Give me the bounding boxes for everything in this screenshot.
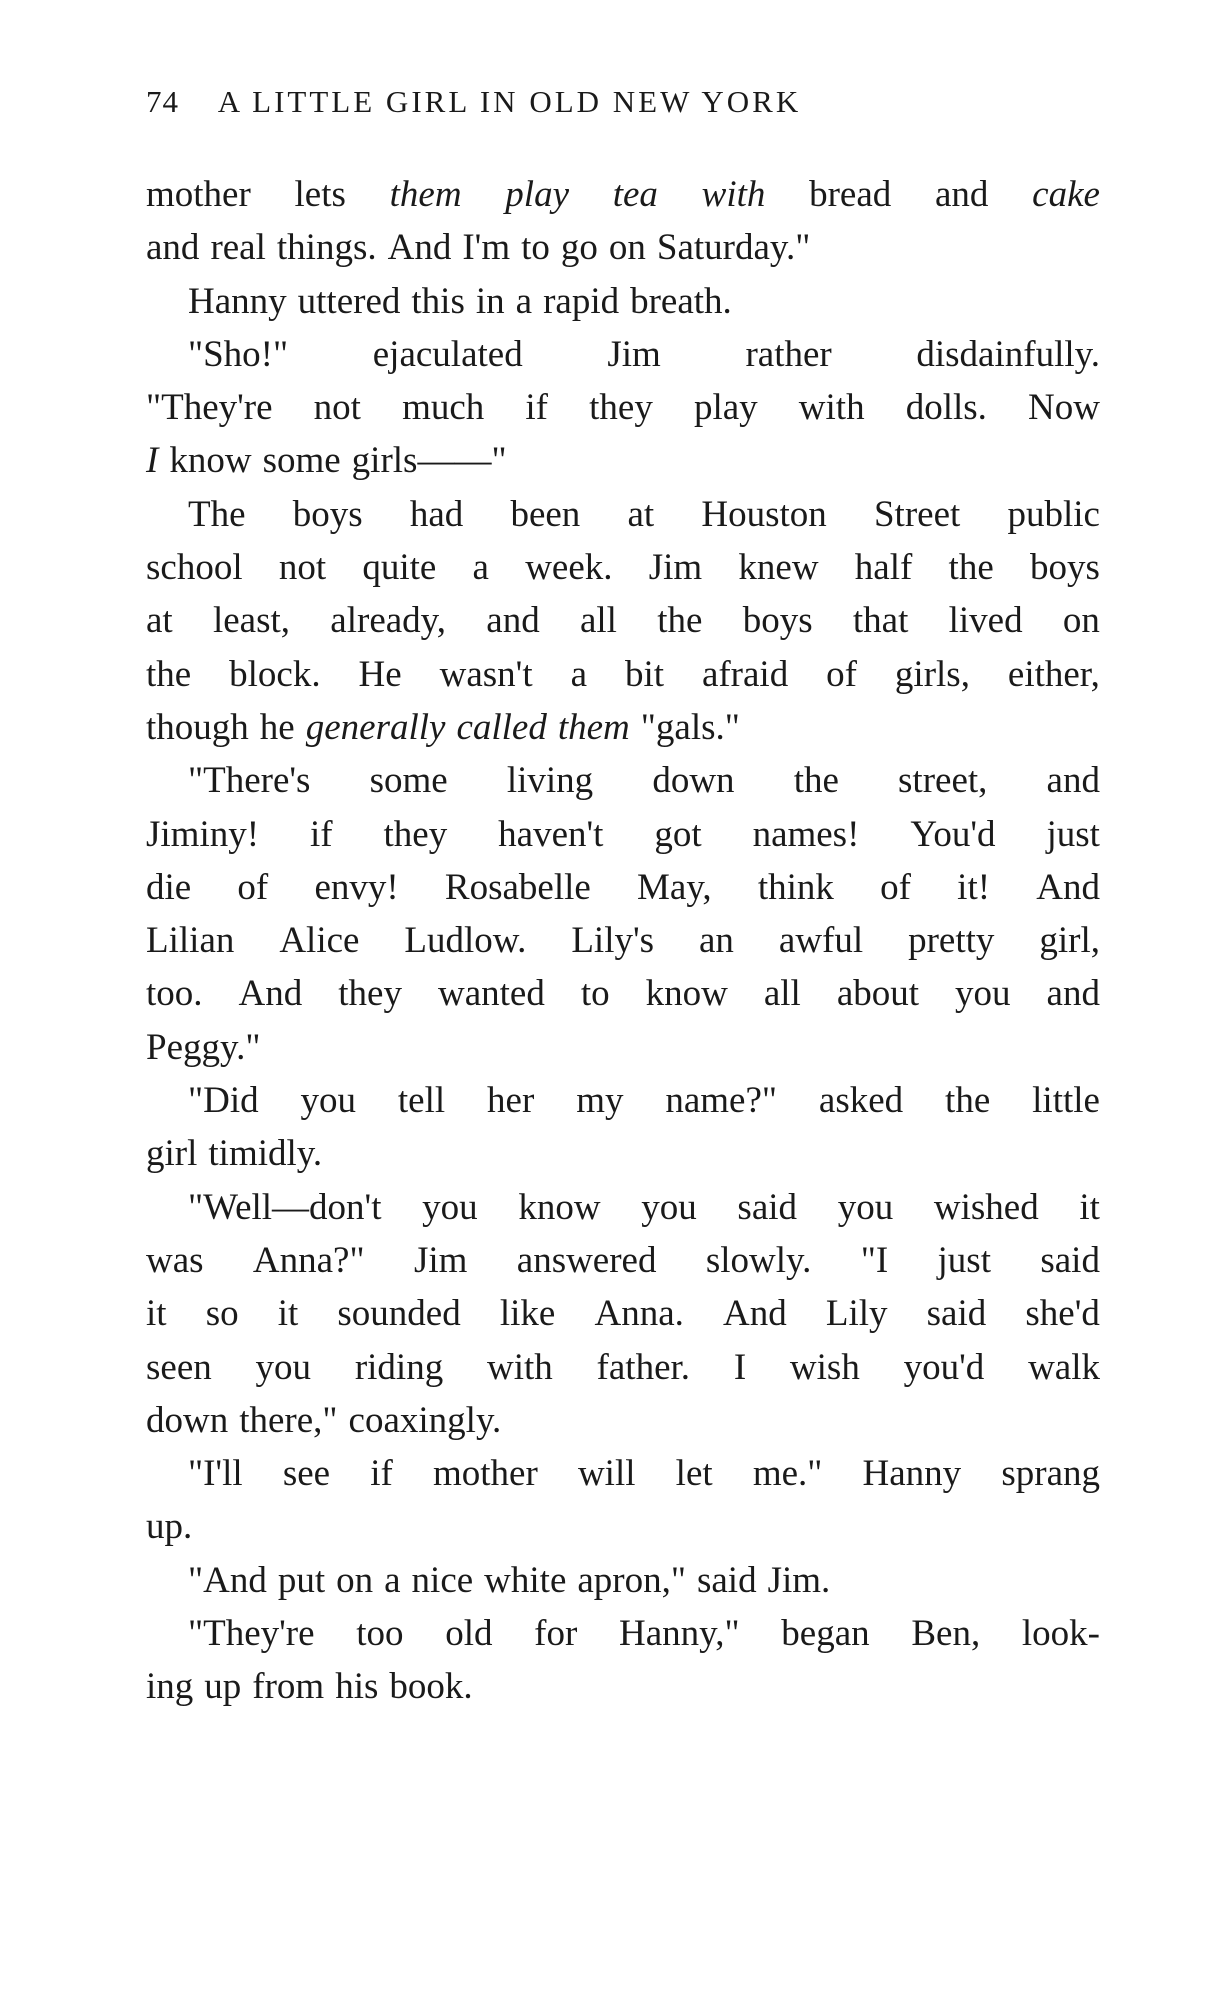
word: awful (778, 920, 864, 962)
word: you (422, 1186, 478, 1228)
running-title: A LITTLE GIRL IN OLD NEW YORK (217, 84, 802, 119)
word: school (146, 547, 243, 589)
word: on (336, 1559, 374, 1601)
word: if (370, 1453, 393, 1495)
word: called (456, 706, 547, 748)
word: she'd (1025, 1293, 1100, 1335)
word: it! (957, 866, 991, 908)
word: breath. (630, 280, 732, 322)
word: boys (742, 600, 813, 642)
running-head (146, 84, 1016, 132)
text-line (146, 1127, 1100, 1180)
word: a (384, 1559, 401, 1601)
word: with (798, 387, 865, 429)
word: Hanny," (619, 1613, 740, 1655)
word: much (402, 387, 485, 429)
word: And (387, 227, 452, 269)
word: in (475, 280, 505, 322)
word: generally (305, 706, 446, 748)
word: either, (1007, 653, 1100, 695)
word: mother (146, 174, 251, 215)
word: book. (389, 1666, 473, 1708)
word: and (1046, 760, 1100, 802)
word: Hanny (862, 1453, 962, 1495)
word: nice (411, 1559, 474, 1601)
word: Jim (413, 1239, 468, 1281)
word: afraid (701, 653, 789, 695)
word: asked (818, 1080, 904, 1122)
word: Jim (648, 547, 703, 589)
word: Lilian (146, 920, 235, 962)
word: all (763, 973, 801, 1015)
word: things. (276, 227, 377, 269)
word: ejaculated (372, 333, 523, 375)
text-line (146, 1447, 1100, 1500)
word: the (948, 547, 994, 589)
word: of (826, 653, 857, 695)
word: them (389, 174, 462, 215)
word: down (652, 760, 735, 802)
word: girl, (1039, 920, 1100, 962)
word: answered (516, 1239, 657, 1281)
text-line (146, 967, 1100, 1020)
word: "I (860, 1239, 889, 1281)
word: at (627, 493, 655, 535)
word: sounded (337, 1293, 461, 1335)
word: tea (612, 174, 658, 215)
word: and (486, 600, 540, 642)
word: white (484, 1559, 567, 1601)
word: some (369, 760, 448, 802)
word: too (356, 1613, 404, 1655)
word: they (589, 387, 653, 429)
word: "I'll (188, 1453, 243, 1495)
word: Jim. (767, 1559, 831, 1601)
word: envy! (314, 866, 399, 908)
word: look- (1021, 1613, 1100, 1655)
word: put (277, 1559, 326, 1601)
text-line (146, 1500, 1100, 1553)
word: know (518, 1186, 601, 1228)
word: half (854, 547, 913, 589)
word: Ben, (911, 1613, 981, 1655)
word: mother (432, 1453, 538, 1495)
text-line (146, 328, 1100, 381)
word: riding (354, 1346, 444, 1388)
word: know (645, 973, 728, 1015)
word: to (521, 227, 550, 269)
word: seen (146, 1346, 212, 1388)
word: And (1036, 866, 1100, 908)
word: least, (212, 600, 291, 642)
word: rapid (543, 280, 620, 322)
word: if (525, 387, 549, 429)
word: it (277, 1293, 299, 1335)
word: already, (330, 600, 447, 642)
word: see (282, 1453, 331, 1495)
word: slowly. (705, 1239, 812, 1281)
word: the (945, 1080, 991, 1122)
word: Jim (607, 333, 661, 375)
word: timidly. (208, 1133, 323, 1175)
word: up (204, 1666, 242, 1708)
word: Lily (825, 1293, 888, 1335)
word: real (210, 227, 266, 269)
word: said (1040, 1239, 1100, 1281)
word: her (487, 1080, 535, 1122)
word: I (146, 440, 159, 482)
text-line (146, 1074, 1100, 1127)
text-line (146, 808, 1100, 861)
word: "Did (188, 1080, 259, 1122)
word: he (259, 706, 295, 748)
word: you (641, 1186, 697, 1228)
word: play (693, 387, 758, 429)
word: too. (146, 973, 203, 1015)
word: Hanny (188, 280, 287, 322)
word: boys (1029, 547, 1100, 589)
word: my (576, 1080, 624, 1122)
word: if (309, 813, 333, 855)
word: though (146, 706, 249, 748)
text-line (146, 275, 1100, 328)
word: father. (596, 1346, 691, 1388)
word: to (580, 973, 610, 1015)
word: wasn't (439, 653, 533, 695)
word: all (579, 600, 617, 642)
word: a (515, 280, 533, 322)
word: of (880, 866, 911, 908)
word: a (472, 547, 489, 589)
word: about (836, 973, 920, 1015)
word: not (313, 387, 361, 429)
word: block. (229, 653, 321, 695)
word: began (781, 1613, 870, 1655)
word: up. (146, 1506, 193, 1548)
word: uttered (297, 280, 401, 322)
text-line (146, 381, 1100, 434)
word: "They're (188, 1613, 315, 1655)
word: play (505, 174, 569, 215)
word: been (510, 493, 581, 535)
word: little (1032, 1080, 1100, 1122)
word: bit (624, 653, 664, 695)
word: tell (397, 1080, 446, 1122)
word: you'd (903, 1346, 985, 1388)
word: disdainfully. (916, 333, 1100, 375)
word: you (255, 1346, 312, 1388)
word: coaxingly. (348, 1399, 502, 1441)
word: the (793, 760, 839, 802)
word: He (358, 653, 402, 695)
text-line (146, 1660, 1100, 1713)
word: Jiminy! (146, 813, 260, 855)
word: Lily's (571, 920, 655, 962)
word: it (146, 1293, 167, 1335)
word: from (252, 1666, 325, 1708)
word: dolls. (905, 387, 987, 429)
word: Ludlow. (404, 920, 527, 962)
word: haven't (498, 813, 604, 855)
word: let (675, 1453, 713, 1495)
word: had (409, 493, 464, 535)
word: at (146, 600, 173, 642)
text-line (146, 168, 1100, 221)
word: street, (898, 760, 988, 802)
word: lived (948, 600, 1023, 642)
text-line (146, 1554, 1100, 1607)
word: they (338, 973, 402, 1015)
word: walk (1028, 1346, 1100, 1388)
word: so (205, 1293, 239, 1335)
word: pretty (908, 920, 995, 962)
text-line (146, 488, 1100, 541)
text-line (146, 1287, 1100, 1340)
body-text (146, 168, 1100, 1714)
text-line (146, 221, 1100, 274)
word: that (852, 600, 909, 642)
word: you (955, 973, 1011, 1015)
word: "gals." (640, 706, 740, 748)
word: rather (745, 333, 832, 375)
word: will (577, 1453, 636, 1495)
word: it (1079, 1186, 1100, 1228)
word: said (737, 1186, 798, 1228)
word: "Well—don't (188, 1186, 382, 1228)
word: Alice (279, 920, 360, 962)
word: sprang (1001, 1453, 1100, 1495)
text-line (146, 1021, 1100, 1074)
text-line (146, 1181, 1100, 1234)
word: with (486, 1346, 553, 1388)
page-number: 74 (146, 84, 179, 119)
word: week. (525, 547, 613, 589)
word: his (335, 1666, 379, 1708)
word: go (560, 227, 598, 269)
word: this (411, 280, 465, 322)
word: "And (188, 1559, 267, 1601)
word: Anna?" (252, 1239, 365, 1281)
word: I (733, 1346, 747, 1388)
word: "There's (188, 760, 311, 802)
word: and (146, 227, 200, 269)
word: And (238, 973, 303, 1015)
word: Houston (701, 493, 827, 535)
word: for (534, 1613, 578, 1655)
word: me." (752, 1453, 823, 1495)
word: they (383, 813, 448, 855)
word: a (570, 653, 587, 695)
word: and (935, 174, 989, 215)
word: the (657, 600, 703, 642)
text-line (146, 541, 1100, 594)
word: names! (752, 813, 860, 855)
text-line (146, 861, 1100, 914)
word: wish (789, 1346, 860, 1388)
word: said (926, 1293, 987, 1335)
text-line (146, 1341, 1100, 1394)
word: knew (738, 547, 819, 589)
word: with (701, 174, 766, 215)
word: and (1046, 973, 1100, 1015)
word: You'd (910, 813, 996, 855)
word: old (445, 1613, 493, 1655)
word: girls, (894, 653, 970, 695)
word: like (499, 1293, 556, 1335)
word: May, (637, 866, 712, 908)
word: said (696, 1559, 757, 1601)
word: some (262, 440, 341, 482)
word: boys (292, 493, 363, 535)
word: ing (146, 1666, 194, 1708)
word: Street (873, 493, 961, 535)
word: And (723, 1293, 787, 1335)
text-line (146, 594, 1100, 647)
word: Now (1028, 387, 1100, 429)
word: think (757, 866, 834, 908)
word: "Sho!" (188, 333, 289, 375)
word: wished (933, 1186, 1039, 1228)
text-line (146, 434, 1100, 487)
word: die (146, 866, 192, 908)
word: apron," (577, 1559, 686, 1601)
word: got (654, 813, 702, 855)
word: there," (239, 1399, 338, 1441)
word: Anna. (594, 1293, 684, 1335)
word: cake (1032, 174, 1100, 215)
word: not (278, 547, 327, 589)
word: down (146, 1399, 229, 1441)
word: them (557, 706, 630, 748)
word: on (608, 227, 646, 269)
word: was (146, 1239, 204, 1281)
word: just (937, 1239, 991, 1281)
text-line (146, 701, 1100, 754)
word: you (300, 1080, 356, 1122)
word: an (699, 920, 734, 962)
word: Saturday." (656, 227, 811, 269)
word: know (169, 440, 252, 482)
word: wanted (437, 973, 545, 1015)
word: lets (294, 174, 346, 215)
word: bread (809, 174, 892, 215)
word: girls——" (351, 440, 507, 482)
word: name?" (665, 1080, 778, 1122)
word: The (188, 493, 246, 535)
word: "They're (146, 387, 273, 429)
word: of (237, 866, 269, 908)
text-line (146, 754, 1100, 807)
text-line (146, 1394, 1100, 1447)
word: the (146, 653, 192, 695)
word: Peggy." (146, 1026, 261, 1068)
word: girl (146, 1133, 198, 1175)
word: living (506, 760, 594, 802)
word: I'm (462, 227, 511, 269)
text-line (146, 1234, 1100, 1287)
word: quite (362, 547, 437, 589)
word: on (1062, 600, 1100, 642)
word: Rosabelle (444, 866, 591, 908)
text-line (146, 648, 1100, 701)
word: just (1046, 813, 1100, 855)
text-line (146, 914, 1100, 967)
word: you (837, 1186, 894, 1228)
word: public (1007, 493, 1100, 535)
text-line (146, 1607, 1100, 1660)
